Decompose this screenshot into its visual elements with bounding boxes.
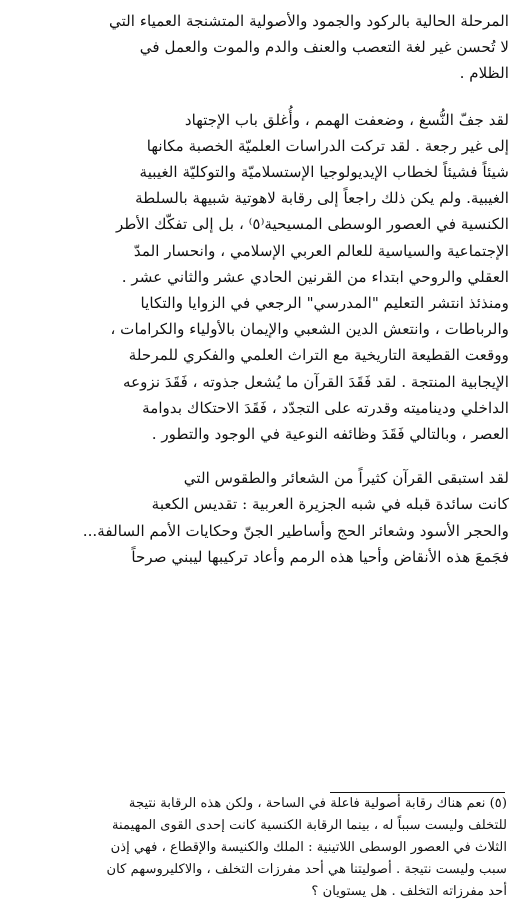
text-line: ووقعت القطيعة التاريخية مع التراث العلمي والفكري للمرحلة bbox=[128, 346, 509, 365]
paragraph-1 bbox=[14, 8, 509, 87]
text-line: شيئاً فشيئاً لخطاب الإيديولوجيا الإستسلاميّة والتوكليّة الغيبية bbox=[139, 163, 509, 182]
text-line: الظلام . bbox=[459, 64, 509, 83]
text-line: كانت سائدة قبله في شبه الجزيرة العربية : تقديس الكعبة bbox=[151, 495, 509, 514]
text-line: لقد جفّ النُّسغ ، وضعفت الهمم ، وأُغلق باب الإجتهاد bbox=[184, 110, 509, 129]
text-line: الداخلي وديناميته وقدرته على التجدّد ، فَقَدَ الاحتكاك بدوامة bbox=[142, 398, 509, 417]
paragraph-3 bbox=[14, 465, 509, 570]
paragraph-2 bbox=[14, 107, 509, 448]
text-line: والحجر الأسود وشعائر الحج وأساطير الجنّ وحكايات الأمم السالفة... bbox=[82, 521, 509, 540]
footnote-line: (٥) نعم هناك رقابة أصولية فاعلة في الساحة ، ولكن هذه الرقابة نتيجة bbox=[128, 796, 507, 811]
text-line: والرباطات ، وانتعش الدين الشعبي والإيمان بالأولياء والكرامات ، bbox=[110, 320, 509, 339]
text-line: ومنذئذ انتشر التعليم "المدرسي" الرجعي في الزوايا والتكايا bbox=[140, 294, 509, 313]
paragraph-gap bbox=[14, 447, 509, 465]
text-line: الغيبية. ولم يكن ذلك راجعاً إلى رقابة لاهوتية شبيهة بالسلطة bbox=[135, 189, 509, 208]
text-line: الكنسية في العصور الوسطى المسيحية⁽٥⁾ ، بل إلى تفكّك الأطر bbox=[115, 215, 509, 234]
paragraph-gap bbox=[14, 87, 509, 107]
text-line: إلى غير رجعة . لقد تركت الدراسات العلميّة الخصبة مكانها bbox=[146, 136, 509, 155]
text-line: فجَمعَ هذه الأنقاض وأحيا هذه الرمم وأعاد تركيبها ليبني صرحاً bbox=[131, 547, 509, 566]
footnote-line: أحد مفرزاته التخلف . هل يستويان ؟ bbox=[311, 884, 507, 899]
footnote-line: للتخلف وليست سبباً له ، بينما الرقابة الكنسية كانت إحدى القوى المهيمنة bbox=[111, 818, 507, 833]
text-line: العقلي والروحي ابتداء من القرنين الحادي عشر والثاني عشر . bbox=[121, 267, 509, 286]
text-line: الإيجابية المنتجة . لقد فَقَدَ القرآن ما يُشعل جذوته ، فَقَدَ نزوعه bbox=[122, 372, 509, 391]
text-line: الإجتماعية والسياسية للعالم العربي الإسلامي ، وانحسار المدّ bbox=[133, 241, 509, 260]
text-line: العصر ، وبالتالي فَقَدَ وظائفه النوعية في الوجود والتطور . bbox=[151, 425, 509, 444]
footnote bbox=[14, 793, 507, 903]
text-line: لا تُحسن غير لغة التعصب والعنف والدم والموت والعمل في bbox=[139, 38, 509, 57]
footnote-line: الثلاث في العصور الوسطى اللاتينية : الملك والكنيسة والإقطاع ، فهي إذن bbox=[110, 840, 507, 855]
text-line: لقد استبقى القرآن كثيراً من الشعائر والطقوس التي bbox=[183, 469, 509, 488]
text-line: المرحلة الحالية بالركود والجمود والأصولية المتشنجة العمياء التي bbox=[108, 12, 509, 30]
footnote-line: سبب وليست نتيجة . أصوليتنا هي أحد مفرزات التخلف ، والاكليروسهم كان bbox=[106, 862, 507, 877]
